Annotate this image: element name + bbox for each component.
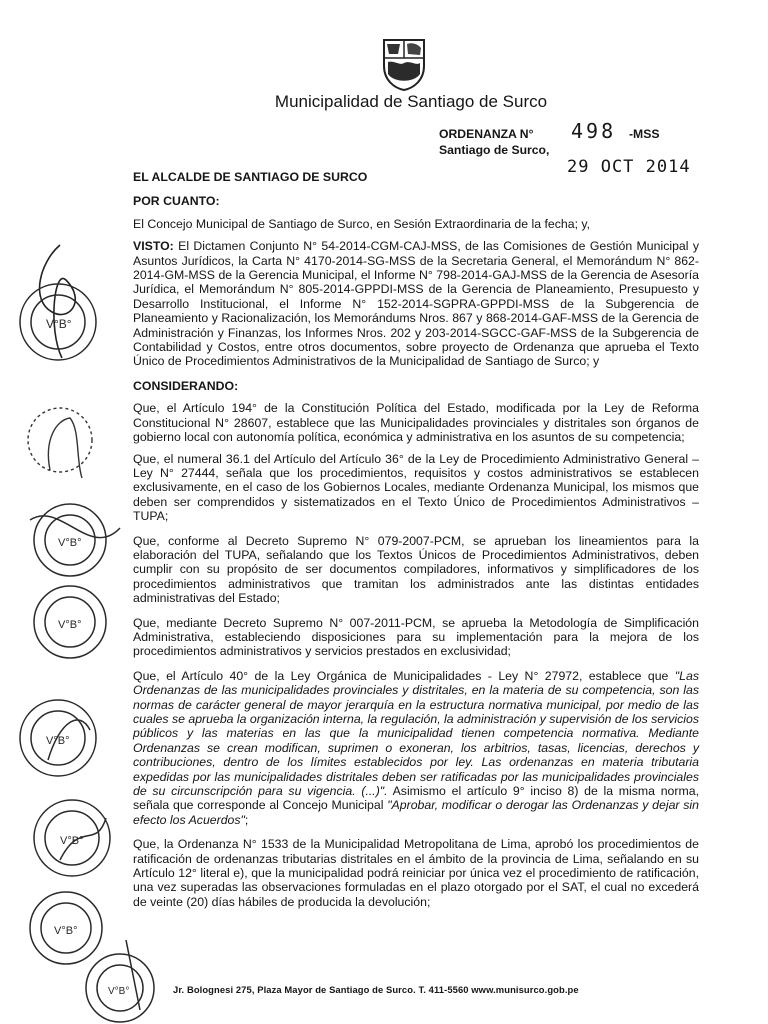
- ordinance-date: 29 OCT 2014: [567, 157, 691, 177]
- institution-name: Municipalidad de Santiago de Surco: [274, 92, 548, 111]
- stamp-seal-6: [30, 892, 102, 964]
- ordinance-place: Santiago de Surco,: [439, 143, 550, 157]
- document-body: [133, 170, 699, 916]
- paragraph-5-end: ;: [244, 812, 249, 827]
- footer-address: Jr. Bolognesi 275, Plaza Mayor de Santiago de Surco. T. 411-5560 www.munisurco.gob.pe: [173, 984, 579, 995]
- ordinance-suffix: -MSS: [629, 127, 660, 141]
- authority-heading: EL ALCALDE DE SANTIAGO DE SURCO: [133, 170, 368, 184]
- stamp-seal-7: [86, 940, 154, 1022]
- stamp-seal-2: [30, 504, 120, 576]
- stamp-seal-4: [20, 700, 96, 776]
- stamp-seal-3: [34, 586, 106, 658]
- ordinance-label: ORDENANZA N°: [439, 127, 534, 141]
- svg-text:V°B°: V°B°: [108, 986, 130, 997]
- paragraph-3: Que, conforme al Decreto Supremo N° 079-2007-PCM, se aprueban los lineamientos para la elaboración del TUPA, señalando que los Textos Únicos de Procedimientos Administrativos, deben cumplir con su propósito de ser documentos compiladores, informativos y simplificadores de los procedimientos administrativos que tramitan los administrados ante las distintas entidades administrativas del Estado;: [133, 533, 699, 606]
- paragraph-5-quote: "Las Ordenanzas de las municipalidades provinciales y distritales, en la materia de su competencia, son las normas de carácter general de mayor jerarquía en la estructura normativa municipal, por medio de las cuales se aprueba la organización interna, la regulación, la administración y supervisión de los servicios públicos y las materias en las que la municipalidad tienen competencia normativa. Mediante Ordenanzas se crean modifican, suprimen o exoneran, los arbitrios, tasas, licencias, derechos y contribuciones, dentro de los límites establecidos por ley. Las ordenanzas en materia tributaria expedidas por las municipalidades distritales deben ser ratificadas por las municipalidades provinciales de su circunscripción para su vigencia. (...)".: [133, 668, 699, 799]
- visto-text: El Dictamen Conjunto N° 54-2014-CGM-CAJ-MSS, de las Comisiones de Gestión Municipal y Asuntos Jurídicos, la Carta N° 4170-2014-SG-MSS de la Secretaria General, el Memorándum N° 862-2014-GM-MSS de la Gerencia Municipal, el Informe N° 798-2014-GAJ-MSS de la Gerencia de Asesoría Jurídica, el Memorándum N° 805-2014-GPPDI-MSS de la Gerencia de Planeamiento, Presupuesto y Desarrollo Institucional, el Informe N° 152-2014-SGPRA-GPPDI-MSS de la Subgerencia de Planeamiento y Racionalización, los Memorándums Nros. 867 y 868-2014-GAF-MSS de la Gerencia de Administración y Finanzas, los Informes Nros. 202 y 203-2014-SGCC-GAF-MSS de la Subgerencia de Contabilidad y Costos, entre otros documentos, sobre proyecto de Ordenanza que aprueba el Texto Único de Procedimientos Administrativos de la Municipalidad de Santiago de Surco; y: [133, 239, 699, 369]
- coat-of-arms-icon: [380, 36, 428, 92]
- visto-paragraph: [133, 239, 699, 369]
- paragraph-4: Que, mediante Decreto Supremo N° 007-2011-PCM, se aprueba la Metodología de Simplificación Administrativa, estableciendo disposiciones para su implementación para la mejora de los procedimientos administrativos y servicios prestados en exclusividad;: [133, 615, 699, 659]
- paragraph-5-quote-2: "Aprobar, modificar o derogar las Ordenanzas y dejar sin efecto los Acuerdos": [133, 798, 699, 827]
- margin-stamps: [0, 0, 160, 1024]
- paragraph-6: Que, la Ordenanza N° 1533 de la Municipalidad Metropolitana de Lima, aprobó los procedimientos de ratificación de ordenanzas tributarias distritales en el ámbito de la provincia de Lima, señalando en su Artículo 12° literal e), que la municipalidad podrá reiniciar por única vez el procedimiento de ratificación, una vez superadas las observaciones formuladas en el plazo otorgado por el SAT, el cual no excederá de veinte (20) días hábiles de producida la devolución;: [133, 837, 699, 909]
- stamp-seal-1: [20, 284, 96, 360]
- visto-label: VISTO:: [133, 239, 174, 254]
- signature-mark: [28, 408, 92, 478]
- signature-mark: [40, 245, 76, 358]
- paragraph-5: [133, 669, 699, 827]
- svg-text:V°B°: V°B°: [46, 317, 72, 331]
- svg-text:V°B°: V°B°: [54, 925, 78, 937]
- paragraph-1: Que, el Artículo 194° de la Constitución Política del Estado, modificada por la Ley de Reforma Constitucional N° 28607, establece que las Municipalidades provinciales y distritales son órganos de gobierno local con autonomía política, económica y administrativa en los asuntos de su competencia;: [133, 401, 699, 445]
- stamp-seal-5: [34, 800, 110, 876]
- paragraph-2: Que, el numeral 36.1 del Artículo del Artículo 36° de la Ley de Procedimiento Administrativo General – Ley N° 27444, señala que los procedimientos, requisitos y costos administrativos se establecen exclusivamente, en el caso de los Gobiernos Locales, mediante Ordenanza Municipal, los mismos que deben ser comprendidos y sistematizados en el Texto Único de Procedimientos Administrativos – TUPA;: [133, 451, 699, 524]
- ordinance-number: 498: [571, 119, 617, 143]
- considerando-heading: CONSIDERANDO:: [133, 378, 239, 393]
- svg-text:V°B°: V°B°: [58, 619, 82, 631]
- concejo-paragraph: El Concejo Municipal de Santiago de Surco, en Sesión Extraordinaria de la fecha; y,: [133, 216, 591, 231]
- paragraph-5-start: Que, el Artículo 40° de la Ley Orgánica de Municipalidades - Ley N° 27972, establece que: [133, 668, 675, 683]
- ordinance-block: [439, 119, 739, 177]
- svg-text:V°B°: V°B°: [58, 537, 82, 549]
- svg-text:V°B°: V°B°: [46, 735, 70, 747]
- por-cuanto-heading: POR CUANTO:: [133, 194, 220, 209]
- svg-text:V°B°: V°B°: [60, 835, 84, 847]
- paragraph-5-mid: Asimismo el artículo 9° inciso 8) de la misma norma, señala que corresponde al Concejo Municipal: [133, 784, 699, 813]
